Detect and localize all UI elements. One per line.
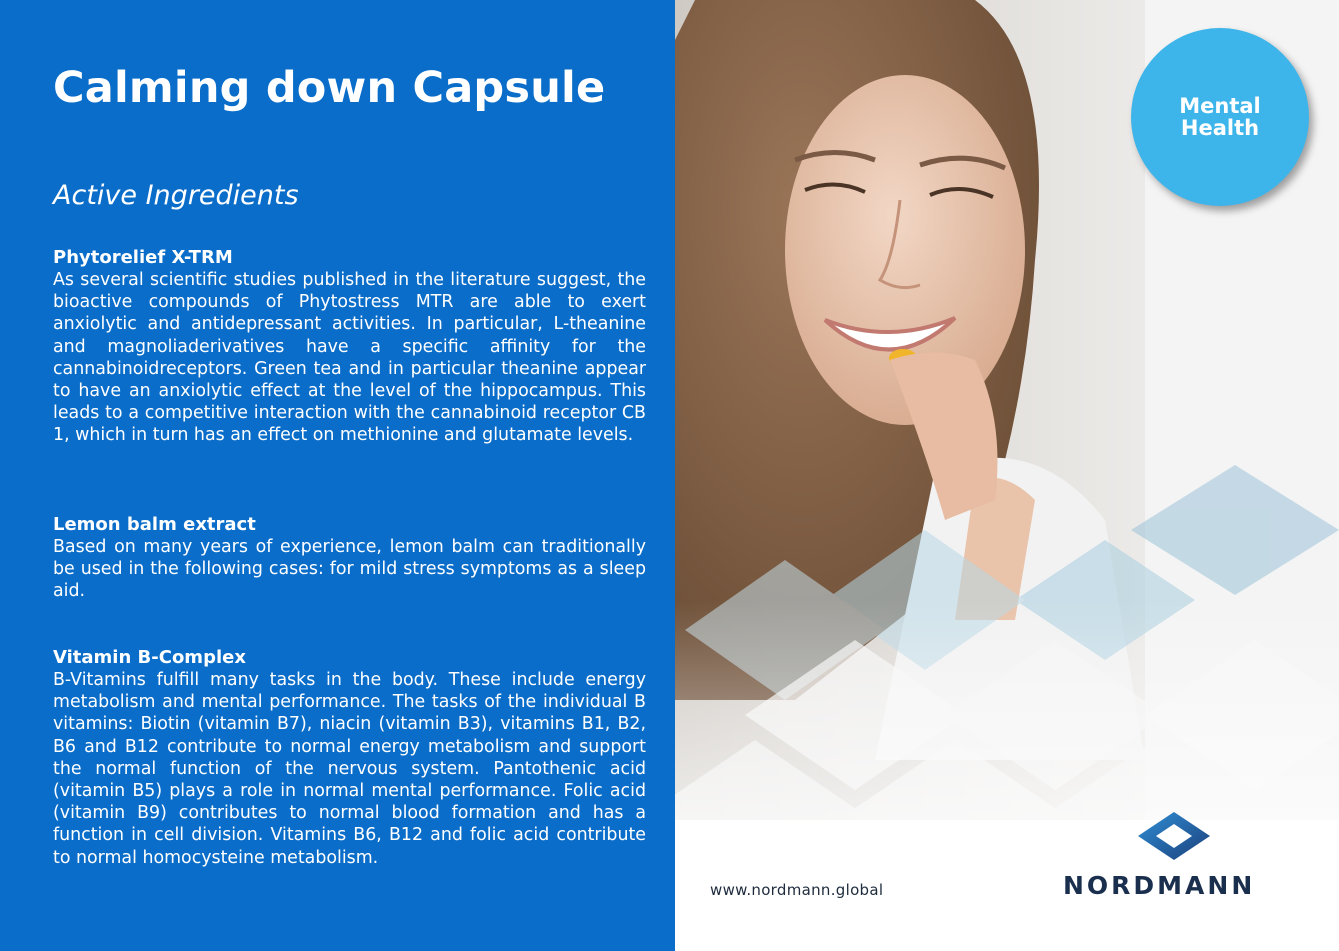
ingredient-description: As several scientific studies published in the literature suggest, the bioactive compounds of Phytostress MTR are able to exert anxiolytic and antidepressant activities. In particular, L-theanine and magnoliaderivatives have a specific affinity for the cannabinoidreceptors. Green tea and in particular theanine appear to have an anxiolytic effect at the level of the hippocampus. This leads to a competitive interaction with the cannabinoid receptor CB 1, which in turn has an effect on methionine and glutamate levels.	[53, 270, 646, 446]
ingredient-section	[53, 647, 646, 869]
badge-label: Mental Health	[1179, 94, 1261, 140]
website-url[interactable]: www.nordmann.global	[710, 881, 884, 899]
ingredient-section	[53, 247, 646, 447]
ingredient-description: Based on many years of experience, lemon balm can traditionally be used in the following cases: for mild stress symptoms as a sleep aid.	[53, 537, 646, 602]
page-title: Calming down Capsule	[53, 63, 606, 113]
ingredient-heading: Phytorelief X-TRM	[53, 247, 233, 268]
section-subtitle: Active Ingredients	[53, 180, 299, 211]
ingredient-section	[53, 514, 646, 603]
brand-wordmark: NORDMANN	[1063, 871, 1256, 900]
ingredient-heading: Vitamin B-Complex	[53, 647, 246, 668]
mental-health-badge	[1131, 28, 1309, 206]
ingredient-description: B-Vitamins fulfill many tasks in the body. These include energy metabolism and mental performance. The tasks of the individual B vitamins: Biotin (vitamin B7), niacin (vitamin B3), vitamins B1, B2, B6 and B12 contribute to normal energy metabolism and support the normal function of the nervous system. Pantothenic acid (vitamin B5) plays a role in normal mental performance. Folic acid (vitamin B9) contributes to normal blood formation and has a function in cell division. Vitamins B6, B12 and folic acid contribute to normal homocysteine metabolism.	[53, 670, 646, 868]
nordmann-logo-icon	[1136, 810, 1212, 862]
ingredient-heading: Lemon balm extract	[53, 514, 256, 535]
